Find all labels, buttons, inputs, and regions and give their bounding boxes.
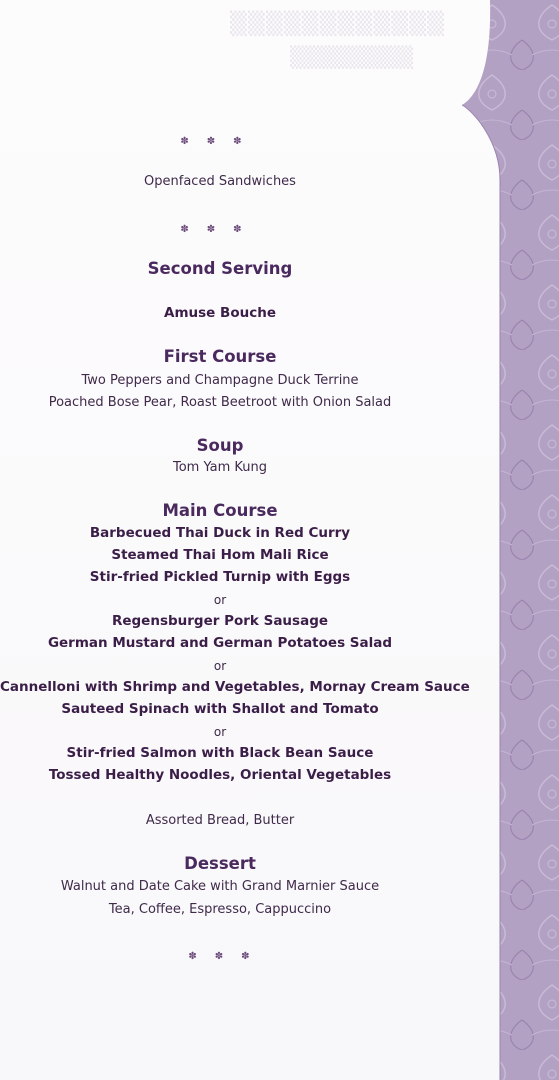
dessert-heading: Dessert	[184, 854, 256, 873]
bread-item: Assorted Bread, Butter	[145, 813, 295, 828]
soup-item: Tom Yam Kung	[172, 460, 267, 475]
first-course-heading: First Course	[163, 347, 277, 366]
main-course-line: Regensburger Pork Sausage	[111, 613, 329, 629]
first-course-item: Two Peppers and Champagne Duck Terrine	[81, 373, 359, 388]
main-course-line: Tossed Healthy Noodles, Oriental Vegetables	[48, 767, 392, 783]
main-course-heading: Main Course	[162, 501, 278, 520]
or-separator: or	[213, 725, 227, 739]
or-separator: or	[213, 659, 227, 673]
second-serving-heading: Second Serving	[147, 259, 293, 278]
dessert-item: Walnut and Date Cake with Grand Marnier Sauce	[60, 879, 380, 894]
openfaced-sandwiches-item: Openfaced Sandwiches	[144, 174, 296, 189]
or-separator: or	[213, 593, 227, 607]
decorative-purple-border	[462, 0, 559, 1080]
dessert-item: Tea, Coffee, Espresso, Cappuccino	[108, 902, 332, 917]
main-course-line: Barbecued Thai Duck in Red Curry	[89, 525, 351, 541]
main-course-line: Steamed Thai Hom Mali Rice	[111, 547, 329, 563]
show-through-header-decoration: ▒▒▒▒▒▒▒▒▒▒▒▒ ▒▒▒▒▒▒▒▒	[230, 12, 446, 69]
main-course-line: Stir-fried Salmon with Black Bean Sauce	[66, 745, 374, 761]
amuse-bouche-item: Amuse Bouche	[164, 305, 276, 321]
first-course-item: Poached Bose Pear, Roast Beetroot with Onion Salad	[48, 395, 392, 410]
main-course-line: Sauteed Spinach with Shallot and Tomato	[61, 701, 379, 717]
main-course-line: Stir-fried Pickled Turnip with Eggs	[89, 569, 351, 585]
flower-ornament-divider: ✽✽✽	[180, 136, 260, 147]
main-course-line: Cannelloni with Shrimp and Vegetables, Mornay Cream Sauce	[0, 679, 470, 695]
soup-heading: Soup	[196, 436, 244, 455]
main-course-line: German Mustard and German Potatoes Salad	[47, 635, 393, 651]
flower-ornament-divider: ✽✽✽	[188, 951, 268, 962]
flower-ornament-divider: ✽✽✽	[180, 224, 260, 235]
